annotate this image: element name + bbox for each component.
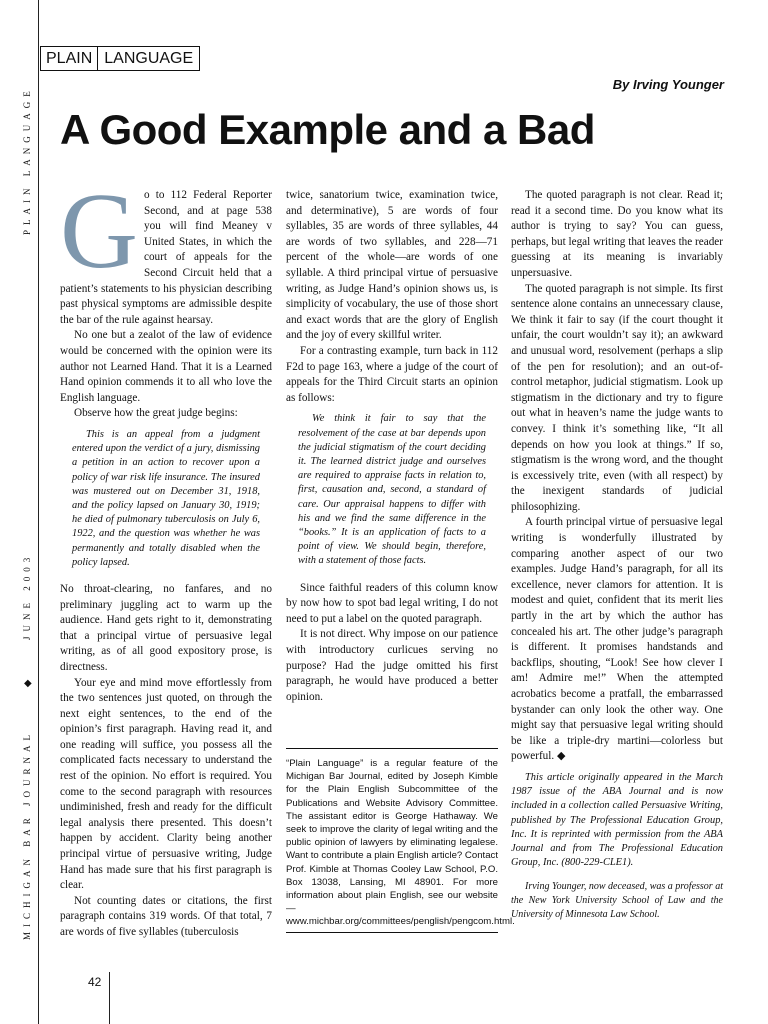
side-label-plain-language: PLAIN LANGUAGE (22, 86, 32, 235)
paragraph: It is not direct. Why impose on our patience with introductory curlicues serving no purpose? Had the judge omitted his first paragraph, he would have produced a better opinion. (286, 628, 498, 703)
paragraph: o to 112 Federal Reporter Second, and at page 538 you will find Meaney v United States, in which the court of appeals for the Second Circuit held that a patient’s statements to his physician describing past physical symptoms are admissible despite the bar of the rule against hearsay. (60, 189, 272, 326)
reprint-credit: This article originally appeared in the March 1987 issue of the ABA Journal and is now included in a collection called Persuasive Writing, published by The Professional Education Group, Inc. It is reprinted with permission from the ABA Journal and from The Professional Education Group, Inc. (800-229-CLE1). (511, 771, 723, 869)
block-quote: We think it fair to say that the resolvement of the case at bar depends upon the judicial stigmatism of the court deciding it. The learned district judge and ourselves are required to appraise facts in relation to, first, causation and, second, a standard of care. Our appraisal happens to differ with his and we find the same difference in the “books.” It is an application of facts to a point of view. We should begin, therefore, with a statement of those facts. (298, 413, 486, 567)
paragraph: Since faithful readers of this column know by now how to spot bad legal writing, I do not need to put a label on the quoted paragraph. (286, 581, 498, 625)
paragraph: A fourth principal virtue of persuasive legal writing is wonderfully illustrated by comparing another aspect of our two examples. Judge Hand’s paragraph, for all its excellence, never clamors for attention. It is modest and quiet, confident that its merit lies partly in the art by which the author has concealed his art. The other judge’s paragraph is different. It promises handstands and backflips, shouting, “Look! See how clever I am! Admire me!” When the attempted acrobatics become a pratfall, the embarrassed bystander can only look the other way. One might say that persuasive legal writing should be like a triple-dry martini—colorless but powerful. ◆ (511, 516, 723, 763)
page-number: 42 (88, 975, 102, 989)
drop-cap: G (60, 172, 138, 291)
side-label-journal: MICHIGAN BAR JOURNAL (22, 729, 32, 940)
note-bottom-rule (286, 932, 498, 933)
byline: By Irving Younger (612, 77, 724, 92)
section-badge (40, 46, 200, 71)
paragraph: No one but a zealot of the law of evidence would be concerned with the opinion were its author not Learned Hand. That it is a Learned Hand opinion commends it to all who love the English language. (60, 329, 272, 404)
block-quote: This is an appeal from a judgment entered upon the verdict of a jury, dismissing a petition in an action to recover upon a policy of war risk life insurance. The insured was mustered out on December 31, 1918, and the policy lapsed on January 30, 1919; he died of pulmonary tuberculosis on July 6, 1922, and the question was whether he was permanently and totally disabled when the policy lapsed. (72, 428, 260, 568)
paragraph: No throat-clearing, no fanfares, and no preliminary juggling act to warm up the audience. Hand gets right to it, demonstrating that a principal virtue of persuasive legal writing, as of all good expository prose, is directness. (60, 582, 272, 673)
author-bio: Irving Younger, now deceased, was a professor at the New York University School of Law and the University of Minnesota Law School. (511, 881, 723, 920)
badge-language: LANGUAGE (104, 50, 194, 67)
column-2 (286, 188, 498, 705)
paragraph: The quoted paragraph is not simple. Its first sentence alone contains an unnecessary clause, We think it fair to say (if the court thought it unfair, the court wouldn’t say it); an awkward and unusual word, resolvement (perhaps a slip of the pen for resolution); and an out-of-control metaphor, judicial stigmatism. Look up stigmatism in the dictionary and try to figure out what in heaven’s name the judge wants to convey. I think it’s something like, “It all depends on how you look at things.” If so, stigmatism is the wrong word, and the thought is excessively trite, even (with all respect) by the inexigent standards of judicial philosophizing. (511, 282, 723, 513)
column-3 (511, 188, 723, 921)
badge-plain: PLAIN (41, 47, 98, 70)
paragraph: twice, sanatorium twice, examination twice, and determinative), 5 are words of four syllables, 35 are words of three syllables, 44 are words of two syllables, and 228—71 percent of the whole—are words of one syllable. A third principal virtue of persuasive writing, as Judge Hand’s opinion shows us, is simplicity of vocabulary, the use of those short and exact words that are the glory of English and the joy of every skillful writer. (286, 189, 498, 342)
side-diamond-icon: ◆ (24, 678, 32, 689)
paragraph: The quoted paragraph is not clear. Read it; read it a second time. Do you know what its author is trying to say? You can guess, perhaps, but legal writing that leaves the reader guessing at its meaning is invariably unpersuasive. (511, 189, 723, 279)
paragraph: For a contrasting example, turn back in 112 F2d to page 163, where a judge of the court of appeals for the Third Circuit starts an opinion as follows: (286, 344, 498, 404)
paragraph: Observe how the great judge begins: (74, 407, 238, 420)
paragraph: Not counting dates or citations, the first paragraph contains 319 words. Of that total, 7 are words of five syllables (tuberculosis (60, 894, 272, 938)
column-1 (60, 172, 272, 941)
feature-note: “Plain Language” is a regular feature of the Michigan Bar Journal, edited by Joseph Kimble for the Plain English Subcommittee of the Publications and Website Advisory Committee. The assistant editor is George Hathaway. We seek to improve the clarity of legal writing and the public opinion of lawyers by eliminating legalese. Want to contribute a plain English article? Contact Prof. Kimble at Thomas Cooley Law School, P.O. Box 13038, Lansing, MI 48901. For more information about plain English, see our website—www.michbar.org/committees/penglish/pengcom.html. (286, 748, 498, 929)
left-rule (38, 0, 39, 1024)
paragraph: Your eye and mind move effortlessly from the two sentences just quoted, on through the next eight sentences, to the end of the opinion’s first paragraph. Having read it, and one reading will suffice, you possess all the complicated facts necessary to understand the rest of the opinion. No effort is required. You come to the second paragraph with resources undiminished, fresh and ready for the difficult legal analysis there presented. This doesn’t happen by accident. Clarity being another principal virtue of persuasive writing, Judge Hand has made sure that his first paragraph is clear. (60, 676, 272, 892)
article-title: A Good Example and a Bad (60, 106, 595, 153)
page-number-rule (109, 972, 110, 1024)
side-label-date: JUNE 2003 (22, 552, 32, 640)
